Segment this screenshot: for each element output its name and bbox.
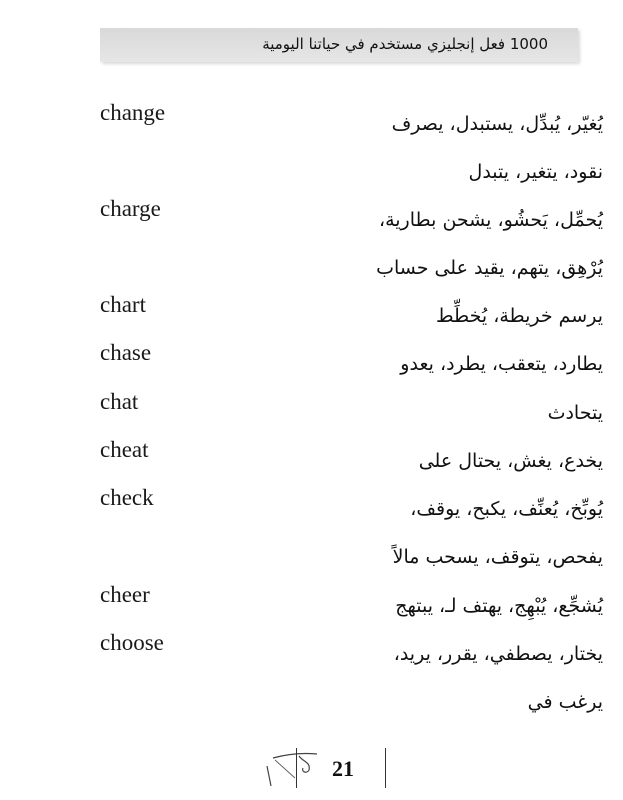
arabic-meaning	[273, 389, 603, 437]
arabic-meaning	[273, 582, 603, 630]
arabic-line: يتحادث	[547, 402, 603, 424]
arabic-line: يخدع، يغش، يحتال على	[418, 450, 603, 472]
english-verb: cheer	[100, 582, 150, 607]
arabic-meaning	[273, 340, 603, 388]
arabic-line: يطارد، يتعقب، يطرد، يعدو	[400, 353, 603, 375]
arabic-line: يرغب في	[527, 691, 603, 713]
arabic-line: يُغيّر، يُبدِّل، يستبدل، يصرف	[391, 113, 603, 135]
arabic-meaning	[273, 100, 603, 196]
arabic-meaning	[273, 292, 603, 340]
english-verb: chat	[100, 389, 139, 414]
arabic-line: يُشجِّع، يُبْهِج، يهتف لـ، يبتهج	[395, 595, 603, 617]
arabic-line: نقود، يتغير، يتبدل	[468, 161, 603, 183]
english-verb: choose	[100, 630, 164, 655]
arabic-line: يُحمِّل، يَحشُو، يشحن بطارية،	[378, 209, 603, 231]
english-verb: cheat	[100, 437, 149, 462]
arabic-meaning	[273, 196, 603, 292]
page-number: 21	[332, 756, 354, 781]
arabic-line: يُوبِّخ، يُعنِّف، يكبح، يوقف،	[410, 498, 603, 520]
book-title: 1000 فعل إنجليزي مستخدم في حياتنا اليومية	[262, 35, 548, 53]
english-verb: chart	[100, 292, 146, 317]
arabic-line: يُرْهِق، يتهم، يقيد على حساب	[376, 257, 603, 279]
english-verb: change	[100, 100, 166, 125]
arabic-line: يرسم خريطة، يُخطِّط	[435, 305, 603, 327]
arabic-meaning	[273, 485, 603, 581]
page-header	[100, 28, 578, 62]
english-verb: charge	[100, 196, 161, 221]
arabic-meaning	[273, 437, 603, 485]
arabic-line: يختار، يصطفي، يقرر، يريد،	[393, 643, 603, 665]
english-verb: chase	[100, 340, 152, 365]
arabic-meaning	[273, 630, 603, 726]
english-verb: check	[100, 485, 154, 510]
arabic-line: يفحص، يتوقف، يسحب مالاً	[392, 546, 603, 568]
